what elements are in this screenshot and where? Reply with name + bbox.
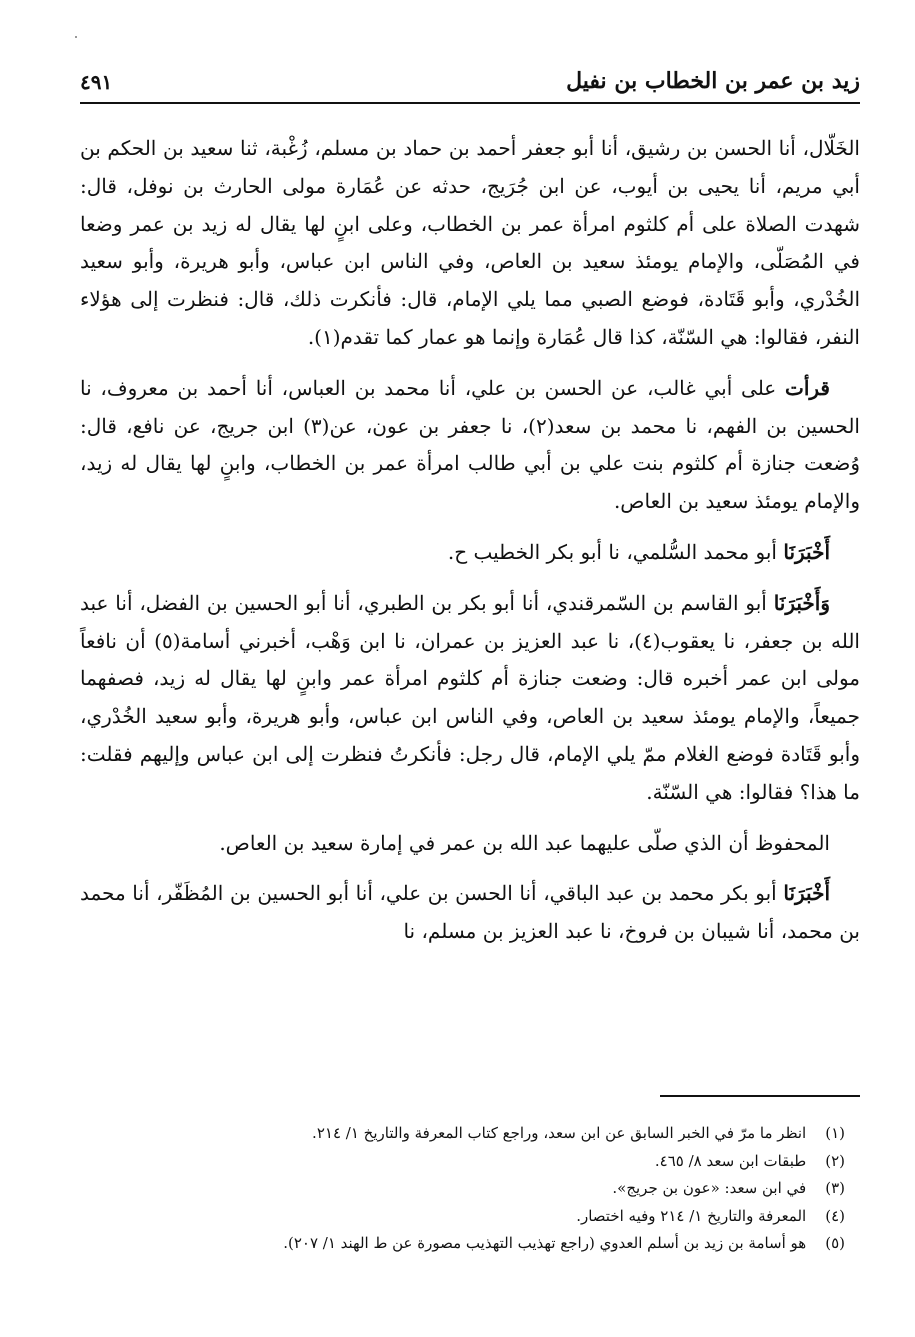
paragraph-text: أبو القاسم بن السّمرقندي، أنا أبو بكر بن الطبري، أنا أبو الحسين بن الفضل، أنا عبد الله بن جعفر، نا يعقوب(٤)، نا عبد العزيز بن عمران، نا ابن وَهْب، أخبرني أسامة(٥) أن نافعاً مولى ابن عمر أخبره قال: وضعت جنازة أم كلثوم امرأة عمر وابنٍ لها يقال له زيد، فصفهما جميعاً، والإمام يومئذ سعيد بن العاص، وفي الناس ابن عباس، وأبو هريرة، وأبو سعيد الخُدْري، وأبو قَتَادة فوضع الغلام ممّ يلي الإمام، قال رجل: فأنكرتُ فنظرت إلى ابن عباس وإليهم فقلت: ما هذا؟ فقالوا: هي السّنّة. [80, 590, 860, 804]
paragraph [80, 585, 860, 812]
scan-speck [75, 36, 77, 38]
paragraph [80, 370, 860, 521]
running-title: زيد بن عمر بن الخطاب بن نفيل [566, 68, 860, 94]
footnote [80, 1148, 845, 1176]
footnote-text: المعرفة والتاريخ ١/ ٢١٤ وفيه اختصار. [576, 1206, 807, 1225]
footnote-divider [660, 1095, 860, 1097]
paragraph-lead-word: أَخْبَرَنَا [783, 881, 830, 906]
footnote-text: في ابن سعد: «عون بن جريج». [612, 1179, 807, 1197]
paragraph-lead-word: أَخْبَرَنَا [783, 539, 830, 564]
footnote-text: هو أسامة بن زيد بن أسلم العدوي (راجع تهذيب التهذيب مصورة عن ط الهند ١/ ٢٠٧). [283, 1234, 807, 1252]
paragraph-text: أبو محمد السُّلمي، نا أبو بكر الخطيب ح. [447, 539, 784, 564]
footnote-number: (٣) [825, 1179, 845, 1197]
paragraph-text: على أبي غالب، عن الحسن بن علي، أنا محمد بن العباس، أنا أحمد بن معروف، نا الحسين بن الفهم، نا محمد بن سعد(٢)، نا جعفر بن عون، عن(٣) ابن جريج، عن نافع، قال: وُضعت جنازة أم كلثوم بنت علي بن أبي طالب امرأة عمر بن الخطاب، وابنٍ لها يقال له زيد، والإمام يومئذ سعيد بن العاص. [80, 375, 860, 514]
footnote [80, 1120, 845, 1148]
footnote-number: (٤) [825, 1206, 845, 1225]
paragraph [80, 130, 860, 357]
paragraph [80, 825, 860, 863]
page-header [80, 58, 860, 104]
footnote [80, 1230, 845, 1258]
footnote [80, 1203, 845, 1231]
paragraph [80, 534, 860, 572]
paragraph-text: الخَلّال، أنا الحسن بن رشيق، أنا أبو جعفر أحمد بن حماد بن مسلم، زُغْبة، ثنا سعيد بن الحكم بن أبي مريم، أنا يحيى بن أيوب، عن ابن جُرَيج، حدثه عن عُمَارة مولى الحارث بن نوفل، قال: شهدت الصلاة على أم كلثوم امرأة عمر بن الخطاب، وعلى ابنٍ لها يقال له زيد بن عمر وضعا في المُصَلّى، والإمام يومئذ سعيد بن العاص، وفي الناس ابن عباس، وأبو هريرة، وأبو سعيد الخُدْري، وأبو قَتَادة، فوضع الصبي مما يلي الإمام، قال: فأنكرت ذلك، قال: فنظرت إلى هؤلاء النفر، فقالوا: هي السّنّة، كذا قال عُمَارة وإنما هو عمار كما تقدم(١). [80, 136, 860, 349]
footnotes [80, 1120, 845, 1258]
footnote-number: (١) [825, 1124, 845, 1142]
footnote [80, 1175, 845, 1203]
footnote-text: طبقات ابن سعد ٨/ ٤٦٥. [654, 1151, 807, 1170]
paragraph-lead-word: قرأت [785, 375, 830, 400]
paragraph-lead-word: وَأَخْبَرَنَا [773, 590, 830, 615]
paragraph [80, 875, 860, 951]
paragraph-text: المحفوظ أن الذي صلّى عليهما عبد الله بن عمر في إمارة سعيد بن العاص. [219, 830, 830, 855]
main-text [80, 130, 860, 964]
paragraph-text: أبو بكر محمد بن عبد الباقي، أنا الحسن بن علي، أنا أبو الحسين بن المُظَفّر، أنا محمد بن محمد، أنا شيبان بن فروخ، نا عبد العزيز بن مسلم، نا [80, 881, 860, 944]
footnote-number: (٥) [825, 1234, 845, 1252]
footnote-number: (٢) [825, 1151, 845, 1170]
page-number: ٤٩١ [80, 70, 113, 94]
footnote-text: انظر ما مرّ في الخبر السابق عن ابن سعد، وراجع كتاب المعرفة والتاريخ ١/ ٢١٤. [312, 1124, 807, 1142]
